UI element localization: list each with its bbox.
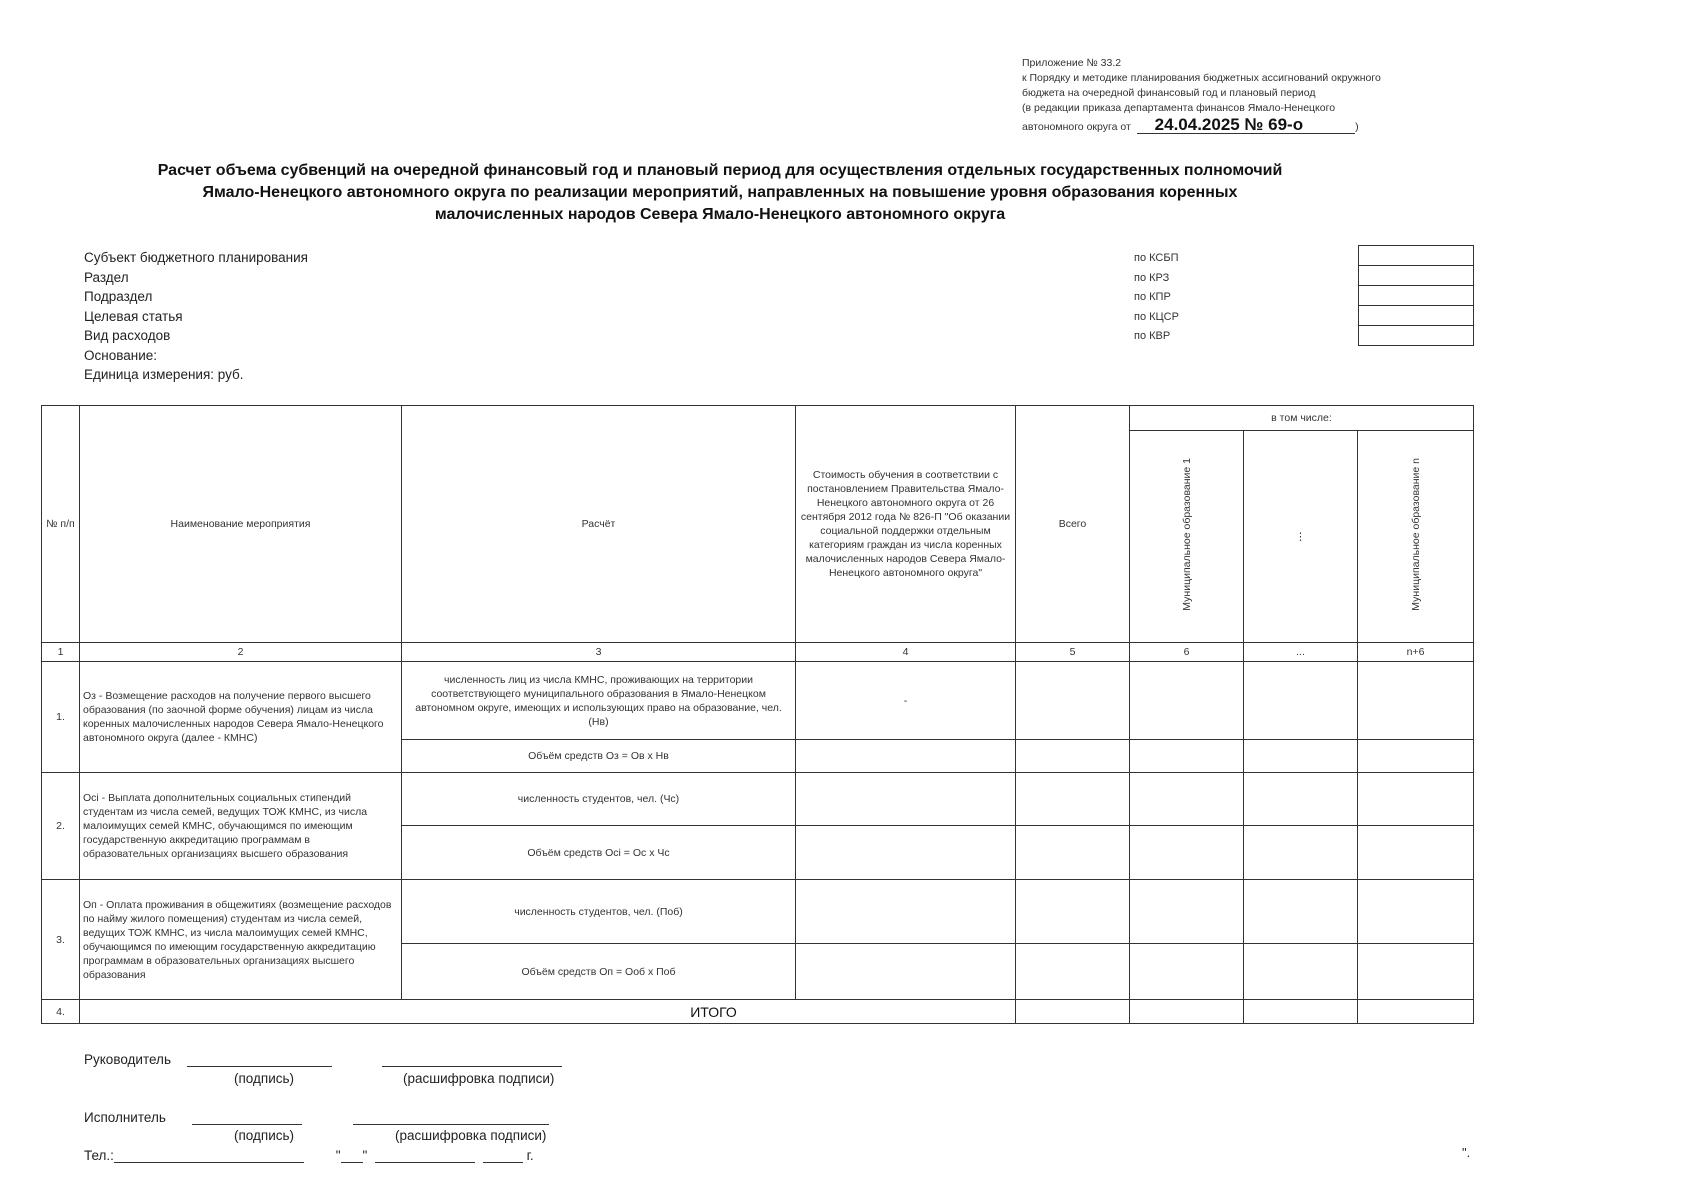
total-row — [42, 1000, 1474, 1024]
year-suffix: г. — [526, 1148, 534, 1163]
row-mon-cell[interactable] — [1358, 880, 1474, 944]
meta-basis: Основание: — [84, 347, 157, 363]
row-name: Осі - Выплата дополнительных социальных стипендий студентам из числа семей, ведущих ТОЖ КМНС, из числа малоимущих семей КМНС, обучающимся по имеющим государственную аккредитацию программам в образовательных организациях высшего образования — [80, 773, 402, 880]
quote-close: " — [362, 1148, 368, 1163]
phone-label: Тел.: — [84, 1148, 114, 1163]
row-calc: Объём средств Оз = Ов х Нв — [402, 740, 796, 773]
head-signature-caption: (подпись) — [234, 1071, 295, 1086]
meta-codes — [1134, 249, 1179, 347]
total-sum-cell[interactable] — [1016, 1000, 1130, 1024]
title-line: Расчет объема субвенций на очередной финансовый год и плановый период для осуществления отдельных государственных полномочий — [157, 162, 1283, 179]
appendix-date-prefix: автономного округа от — [1022, 121, 1131, 133]
table-row — [42, 662, 1474, 740]
code-label-kcsr: по КЦСР — [1134, 310, 1179, 323]
code-cell-krz[interactable] — [1359, 266, 1473, 286]
row-cost-cell[interactable] — [796, 740, 1016, 773]
header-num: № п/п — [42, 406, 80, 643]
phone-field[interactable] — [114, 1148, 304, 1163]
appendix-date-suffix: ) — [1355, 121, 1359, 133]
header-total: Всего — [1016, 406, 1130, 643]
header-calc: Расчёт — [402, 406, 796, 643]
row-calc: численность студентов, чел. (Поб) — [402, 880, 796, 944]
meta-target-article: Целевая статья — [84, 308, 183, 324]
row-dots-cell[interactable] — [1244, 773, 1358, 826]
calculation-table — [41, 405, 1474, 1024]
row-num: 2. — [42, 773, 80, 880]
row-total-cell[interactable] — [1016, 740, 1130, 773]
row-name: Оз - Возмещение расходов на получение первого высшего образования (по заочной форме обучения) лицам из числа коренных малочисленных народов Севера Ямало-Ненецкого автономного округа (далее - КМНС) — [80, 662, 402, 773]
row-mon-cell[interactable] — [1358, 944, 1474, 1000]
row-mo1-cell[interactable] — [1130, 740, 1244, 773]
row-dots-cell[interactable] — [1244, 826, 1358, 880]
row-total-cell[interactable] — [1016, 826, 1130, 880]
code-cell-ksbp[interactable] — [1359, 246, 1473, 266]
meta-section: Раздел — [84, 269, 129, 285]
exec-decode-field[interactable] — [353, 1110, 549, 1125]
year-field[interactable] — [483, 1148, 523, 1163]
code-label-ksbp: по КСБП — [1134, 252, 1179, 264]
row-cost-cell[interactable] — [796, 880, 1016, 944]
col-number: 1 — [42, 643, 80, 662]
appendix-line: (в редакции приказа департамента финансов Ямало-Ненецкого — [1022, 102, 1336, 114]
header-mon-label: Муниципальное образование n — [1409, 458, 1422, 611]
code-label-kpr: по КПР — [1134, 291, 1171, 303]
head-label: Руководитель — [84, 1052, 171, 1067]
appendix-line: Приложение № 33.2 — [1022, 57, 1122, 69]
row-mon-cell[interactable] — [1358, 773, 1474, 826]
exec-signature-line — [84, 1110, 549, 1125]
row-num: 1. — [42, 662, 80, 773]
row-mon-cell[interactable] — [1358, 826, 1474, 880]
col-number: ... — [1244, 643, 1358, 662]
row-name: Оп - Оплата проживания в общежитиях (возмещение расходов по найму жилого помещения) студентам из числа семей, ведущих ТОЖ КМНС, из числа малоимущих семей КМНС, обучающимся по имеющим государственную аккредитацию программам в образовательных организациях высшего образования — [80, 880, 402, 1000]
total-row-num: 4. — [42, 1000, 80, 1024]
meta-labels — [84, 248, 308, 385]
total-mo1-cell[interactable] — [1130, 1000, 1244, 1024]
month-field[interactable] — [375, 1148, 475, 1163]
exec-signature-caption: (подпись) — [234, 1128, 295, 1143]
table-row — [42, 880, 1474, 944]
exec-label: Исполнитель — [84, 1110, 166, 1125]
col-number: 6 — [1130, 643, 1244, 662]
row-cost-cell[interactable] — [796, 773, 1016, 826]
head-signature-line — [84, 1052, 562, 1067]
head-signature-field[interactable] — [187, 1052, 332, 1067]
code-cell-kpr[interactable] — [1359, 286, 1473, 306]
meta-subject: Субъект бюджетного планирования — [84, 250, 308, 265]
header-name: Наименование мероприятия — [80, 406, 402, 643]
meta-unit: Единица измерения: руб. — [84, 367, 244, 382]
appendix-block — [1022, 56, 1482, 135]
title-line: Ямало-Ненецкого автономного округа по реализации мероприятий, направленных на повышение уровня образования коренных — [202, 184, 1238, 201]
header-mo1 — [1130, 431, 1244, 643]
appendix-date-value: 24.04.2025 № 69-о — [1137, 116, 1355, 134]
code-label-krz: по КРЗ — [1134, 271, 1170, 284]
row-dots-cell[interactable] — [1244, 880, 1358, 944]
appendix-line: бюджета на очередной финансовый год и плановый период — [1022, 87, 1316, 99]
row-total-cell[interactable] — [1016, 662, 1130, 740]
row-num: 3. — [42, 880, 80, 1000]
total-dots-cell[interactable] — [1244, 1000, 1358, 1024]
row-mo1-cell[interactable] — [1130, 826, 1244, 880]
head-decode-caption: (расшифровка подписи) — [403, 1071, 555, 1086]
row-mo1-cell[interactable] — [1130, 662, 1244, 740]
row-cost: - — [796, 662, 1016, 740]
col-number: 3 — [402, 643, 796, 662]
row-calc: численность студентов, чел. (Чс) — [402, 773, 796, 826]
exec-decode-caption: (расшифровка подписи) — [395, 1128, 547, 1143]
total-row-label: ИТОГО — [80, 1000, 1016, 1024]
header-mon — [1358, 431, 1474, 643]
code-cell-kvr[interactable] — [1359, 326, 1473, 345]
row-mon-cell[interactable] — [1358, 740, 1474, 773]
row-mo1-cell[interactable] — [1130, 773, 1244, 826]
document-title — [80, 160, 1360, 226]
row-calc: численность лиц из числа КМНС, проживающих на территории соответствующего муниципального образования в Ямало-Ненецком автономном округе, имеющих и использующих право на образование, чел. (Нв) — [402, 662, 796, 740]
meta-subsection: Подраздел — [84, 289, 153, 304]
header-dots: ⋮ — [1244, 431, 1358, 643]
row-cost-cell[interactable] — [796, 944, 1016, 1000]
code-label-kvr: по КВР — [1134, 330, 1171, 342]
title-line: малочисленных народов Севера Ямало-Ненецкого автономного округа — [434, 206, 1006, 223]
appendix-line: к Порядку и методике планирования бюджетных ассигнований окружного — [1022, 72, 1381, 84]
column-number-row — [42, 643, 1474, 662]
row-total-cell[interactable] — [1016, 944, 1130, 1000]
code-box — [1358, 245, 1474, 346]
head-decode-field[interactable] — [382, 1052, 562, 1067]
total-mon-cell[interactable] — [1358, 1000, 1474, 1024]
row-calc: Объём средств Оп = Ооб х Поб — [402, 944, 796, 1000]
header-including: в том числе: — [1130, 406, 1474, 431]
exec-signature-field[interactable] — [192, 1110, 302, 1125]
header-cost: Стоимость обучения в соответствии с постановлением Правительства Ямало-Ненецкого автономного округа от 26 сентября 2012 года № 826-П "Об оказании социальной поддержки отдельным категориям граждан из числа коренных малочисленных народов Севера Ямало-Ненецкого автономного округа" — [796, 406, 1016, 643]
row-calc: Объём средств Осі = Ос х Чс — [402, 826, 796, 880]
col-number: n+6 — [1358, 643, 1474, 662]
row-dots-cell[interactable] — [1244, 662, 1358, 740]
appendix-date-line — [1022, 116, 1482, 135]
table-row — [42, 773, 1474, 826]
quote-open: " — [335, 1148, 341, 1163]
row-dots-cell[interactable] — [1244, 740, 1358, 773]
row-mo1-cell[interactable] — [1130, 880, 1244, 944]
end-mark: ". — [1462, 1145, 1471, 1160]
row-total-cell[interactable] — [1016, 773, 1130, 826]
row-cost-cell[interactable] — [796, 826, 1016, 880]
row-dots-cell[interactable] — [1244, 944, 1358, 1000]
day-field[interactable] — [341, 1148, 363, 1163]
row-mo1-cell[interactable] — [1130, 944, 1244, 1000]
row-total-cell[interactable] — [1016, 880, 1130, 944]
code-cell-kcsr[interactable] — [1359, 306, 1473, 326]
col-number: 4 — [796, 643, 1016, 662]
row-mon-cell[interactable] — [1358, 662, 1474, 740]
col-number: 2 — [80, 643, 402, 662]
phone-date-line — [84, 1148, 534, 1163]
meta-expense-type: Вид расходов — [84, 328, 171, 343]
col-number: 5 — [1016, 643, 1130, 662]
header-mo1-label: Муниципальное образование 1 — [1180, 458, 1193, 611]
